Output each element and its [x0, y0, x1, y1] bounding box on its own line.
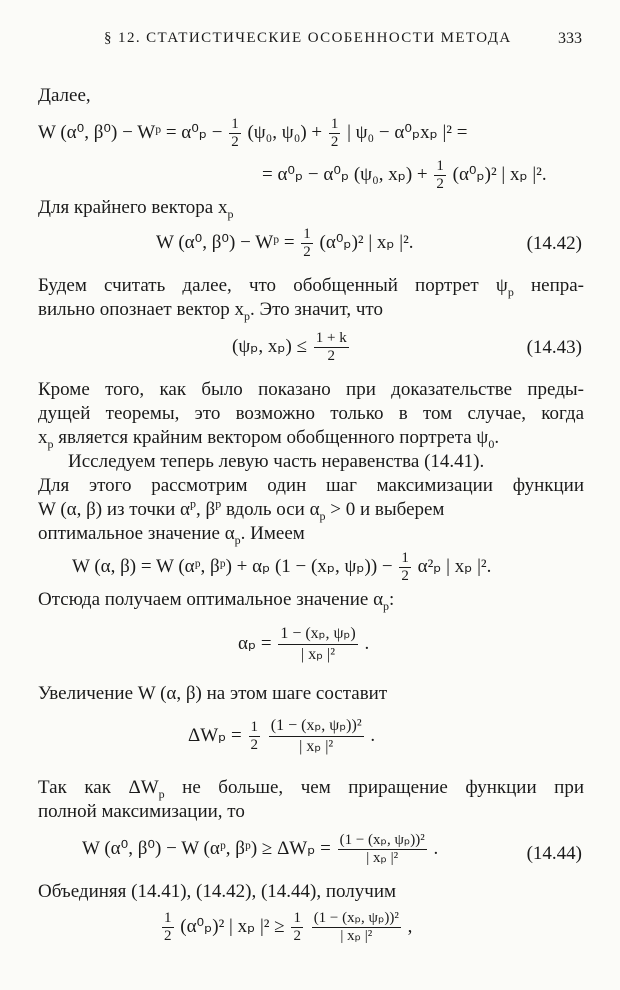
equation-part: (α⁰ₚ)² | xₚ |². — [452, 163, 547, 185]
denominator: 2 — [164, 928, 172, 944]
paragraph-line: Отсюда получаем оптимальное значение $\alpha_p$: — [38, 589, 395, 613]
denominator: 2 — [401, 568, 409, 584]
paragraph-line: Увеличение W (α, β) на этом шаге составит — [38, 683, 388, 704]
paragraph-line: полной максимизации, то — [38, 801, 245, 822]
denominator: 2 — [293, 928, 301, 944]
section-title: § 12. СТАТИСТИЧЕСКИЕ ОСОБЕННОСТИ МЕТОДА — [104, 30, 512, 46]
paragraph-line: W (α, β) из точки $\alpha^p$, $\beta^p$ вдоль оси $\alpha_p > 0$ и выберем — [38, 496, 445, 523]
text-run: . Имеем — [240, 523, 305, 544]
equation-part: | ψ₀ − α⁰ₚxₚ |² = — [347, 121, 468, 143]
equation: W (α⁰, β⁰) − W (αᵖ, βᵖ) ≥ ΔWₚ = $\frac{\text{(1 − (xₚ, ψₚ))²}}{\text{| xₚ |²}}$ . — [82, 832, 439, 866]
text-run: , β — [196, 499, 216, 520]
fraction — [312, 910, 401, 945]
numerator: 1 + k — [315, 330, 347, 346]
fraction — [314, 330, 349, 365]
text-run: Так как ΔW — [38, 777, 159, 798]
equation: αₚ = $\frac{\text{1 − (xₚ, ψₚ)}}{\text{| xₚ |²}}$ . — [238, 625, 370, 663]
numerator: 1 — [231, 116, 239, 132]
equation-part: ΔWₚ = — [188, 724, 242, 746]
page-number: 333 — [558, 30, 582, 47]
fraction — [338, 832, 427, 867]
equation-part: W (α⁰, β⁰) − W (αᵖ, βᵖ) ≥ ΔWₚ = — [82, 837, 331, 859]
numerator: 1 — [250, 719, 259, 735]
equation-part: = α⁰ₚ − α⁰ₚ (ψ₀, xₚ) + — [262, 163, 428, 185]
numerator: (1 − (xₚ, ψₚ))² — [313, 910, 399, 926]
denominator: | xₚ |² — [300, 646, 336, 663]
text-run: x — [38, 427, 48, 448]
paragraph-line: Кроме того, как было показано при доказательстве преды- — [38, 379, 584, 400]
numerator: 1 — [164, 910, 172, 926]
paragraph-line: $x_p$ является крайним вектором обобщенного портрета $\psi_0$. — [38, 427, 500, 451]
fraction — [301, 226, 313, 261]
fraction — [162, 910, 174, 945]
fraction — [229, 116, 241, 151]
denominator: 2 — [303, 244, 311, 260]
equation-number: (14.43) — [526, 337, 582, 358]
fraction — [249, 719, 261, 754]
equation-part: αₚ = — [238, 632, 272, 654]
denominator: 2 — [250, 737, 259, 753]
equation-number: (14.42) — [526, 233, 582, 254]
equation — [232, 330, 351, 365]
equation-part: (α⁰ₚ)² | xₚ |² ≥ — [180, 915, 285, 937]
paragraph-line: оптимальное значение $\alpha_p$. Имеем — [38, 523, 305, 547]
paragraph-line: Будем считать далее, что обобщенный портрет $\psi_p$ непра- — [38, 275, 585, 299]
equation-part: (ψₚ, xₚ) ≤ — [232, 335, 307, 357]
numerator: 1 − (xₚ, ψₚ) — [278, 624, 357, 645]
fraction — [269, 716, 364, 757]
text-run: оптимальное значение α — [38, 523, 235, 544]
paragraph-line: Объединяя (14.41), (14.42), (14.44), получим — [38, 881, 397, 902]
paragraph-line: Исследуем теперь левую часть неравенства (14.41). — [68, 451, 485, 472]
equation-part: (α⁰ₚ)² | xₚ |². — [319, 231, 414, 253]
running-header — [0, 30, 620, 52]
paragraph-line: вильно опознает вектор $x_p$. Это значит, что — [38, 299, 383, 323]
paragraph-line: Для крайнего вектора $x_p$ — [38, 197, 234, 221]
text-run: W (α, β) из точки α — [38, 499, 191, 520]
text-run: непра- — [513, 275, 585, 296]
paragraph-line: Далее, — [38, 85, 91, 106]
text-run: вильно опознает вектор x — [38, 299, 245, 320]
numerator: 1 — [303, 226, 311, 242]
fraction — [399, 550, 411, 585]
text-run: > 0 и выберем — [325, 499, 445, 520]
numerator: (1 − (xₚ, ψₚ))² — [269, 716, 364, 737]
paragraph-line: дущей теоремы, это возможно только в том случае, когда — [38, 403, 584, 424]
fraction — [291, 910, 303, 945]
fraction — [434, 158, 446, 193]
equation — [156, 226, 414, 261]
denominator: | xₚ |² — [340, 928, 373, 944]
equation-part: W (α⁰, β⁰) − Wᵖ = — [156, 231, 295, 253]
numerator: (1 − (xₚ, ψₚ))² — [339, 832, 425, 848]
equation — [72, 550, 491, 585]
equation-part: α²ₚ | xₚ |². — [417, 555, 492, 577]
equation-number: (14.44) — [526, 843, 582, 864]
text-run: . Это значит, что — [250, 299, 383, 320]
paragraph-line: Для этого рассмотрим один шаг максимизации функции — [38, 475, 584, 496]
equation-part: W (α, β) = W (αᵖ, βᵖ) + αₚ (1 − (xₚ, ψₚ)) − — [72, 555, 393, 577]
denominator: 2 — [231, 134, 239, 150]
text-run: вдоль оси α — [221, 499, 320, 520]
equation — [38, 116, 467, 151]
equation: ΔWₚ = $\frac{1}{2}$ $\frac{\text{(1 − (xₚ, ψₚ))²}}{\text{| xₚ |²}}$ . — [188, 717, 376, 755]
equation — [262, 158, 547, 193]
denominator: | xₚ |² — [299, 738, 334, 755]
text-run: Отсюда получаем оптимальное значение α — [38, 589, 384, 610]
numerator: 1 — [401, 550, 409, 566]
text-run: является крайним вектором обобщенного портрета ψ — [53, 427, 489, 448]
equation-part: (ψ₀, ψ₀) + — [247, 121, 323, 143]
equation-part: W (α⁰, β⁰) − Wᵖ = α⁰ₚ − — [38, 121, 223, 143]
denominator: 2 — [330, 134, 339, 150]
equation: $\frac{1}{2}$ (α⁰ₚ)² | xₚ |² ≥ $\frac{1}{2}$ $\frac{\text{(1 − (xₚ, ψₚ))²}}{\text{| xₚ |²}}$ , — [164, 910, 413, 944]
denominator: | xₚ |² — [366, 850, 399, 866]
text-run: Для крайнего вектора x — [38, 197, 228, 218]
text-run: не больше, чем приращение функции при — [164, 777, 584, 798]
paragraph-line: Так как $\Delta W_p$ не больше, чем приращение функции при — [38, 777, 584, 801]
numerator: 1 — [330, 116, 339, 132]
text-run: Будем считать далее, что обобщенный портрет ψ — [38, 275, 508, 296]
numerator: 1 — [436, 158, 444, 174]
denominator: 2 — [327, 348, 335, 364]
denominator: 2 — [436, 176, 444, 192]
fraction — [278, 624, 357, 665]
numerator: 1 — [293, 910, 301, 926]
fraction — [329, 116, 341, 151]
